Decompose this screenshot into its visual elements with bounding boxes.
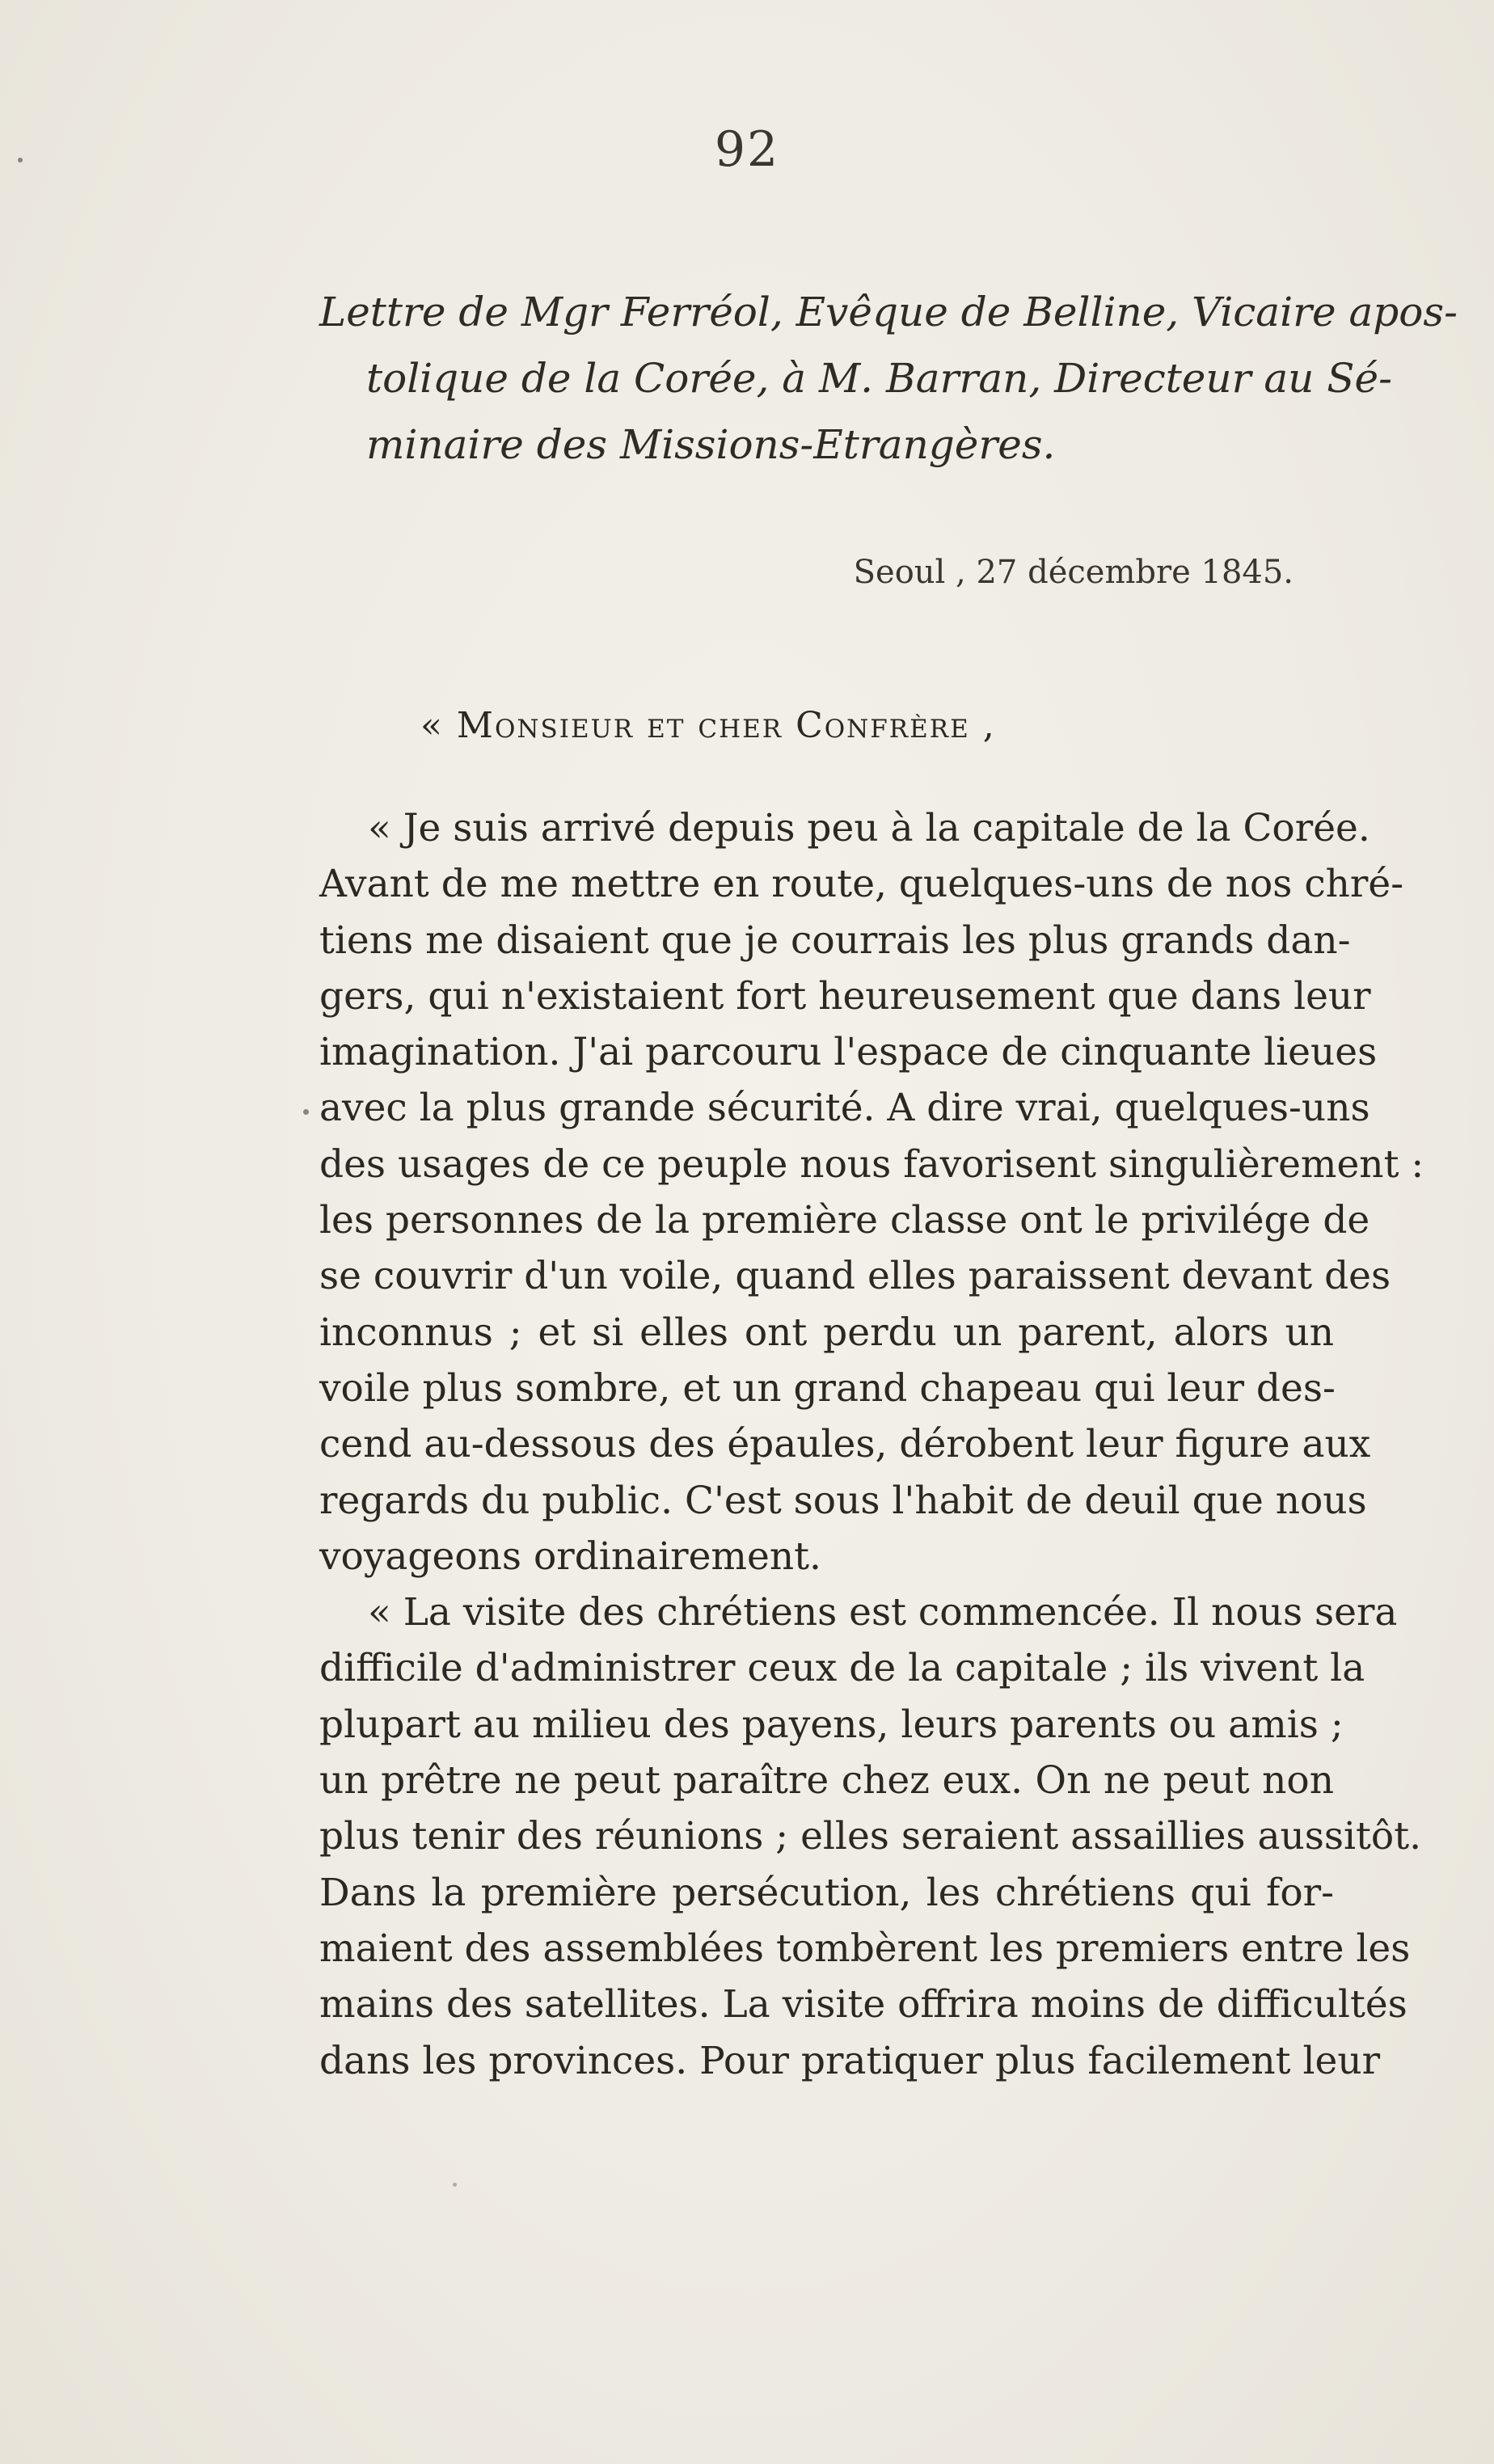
text-line: Dans la première persécution, les chrétiens qui for- [319,1870,1334,1915]
text-line: tiens me disaient que je courrais les plus grands dan- [319,918,1351,963]
dateline: Seoul , 27 décembre 1845. [853,554,1294,591]
text-line: « La visite des chrétiens est commencée. Il nous sera [368,1590,1398,1635]
letter-heading [319,279,1458,478]
text-line: voile plus sombre, et un grand chapeau qui leur des- [319,1365,1336,1411]
text-line: gers, qui n'existaient fort heureusement que dans leur [319,973,1371,1019]
text-line: un prêtre ne peut paraître chez eux. On ne peut non [319,1758,1334,1804]
text-line: des usages de ce peuple nous favorisent singulièrement : [319,1141,1424,1187]
text-line: les personnes de la première classe ont le privilége de [319,1198,1370,1243]
text-line: mains des satellites. La visite offrira moins de difficultés [319,1982,1407,2027]
text-line: imagination. J'ai parcouru l'espace de cinquante lieues [319,1030,1378,1075]
paper-speck [18,158,23,162]
text-line: regards du public. C'est sous l'habit de deuil que nous [319,1478,1367,1523]
text-line: « Je suis arrivé depuis peu à la capitale de la Corée. [368,806,1370,850]
text-line: plupart au milieu des payens, leurs parents ou amis ; [319,1702,1344,1747]
page-number: 92 [714,121,780,178]
text-line: Avant de me mettre en route, quelques-uns de nos chré- [319,862,1404,907]
paper-speck [453,2183,457,2187]
text-line: dans les provinces. Pour pratiquer plus facilement leur [319,2038,1381,2083]
text-line: difficile d'administrer ceux de la capitale ; ils vivent la [319,1646,1365,1691]
heading-line: tolique de la Corée, à M. Barran, Directeur au Sé- [366,355,1393,402]
text-line: maient des assemblées tombèrent les premiers entre les [319,1926,1411,1971]
body-text [319,800,1424,2089]
text-line: voyageons ordinairement. [319,1534,821,1579]
paper-speck [303,1109,309,1115]
text-line: avec la plus grande sécurité. A dire vrai, quelques-uns [319,1086,1370,1131]
text-line: plus tenir des réunions ; elles seraient assaillies aussitôt. [319,1814,1422,1859]
text-line: inconnus ; et si elles ont perdu un parent, alors un [319,1310,1334,1355]
heading-line: Lettre de Mgr Ferréol, Evêque de Belline, Vicaire apos- [319,289,1458,335]
salutation: « Monsieur et cher Confrère , [420,705,996,746]
heading-line: minaire des Missions-Etrangères. [366,421,1056,468]
text-line: se couvrir d'un voile, quand elles paraissent devant des [319,1254,1391,1299]
text-line: cend au-dessous des épaules, dérobent leur figure aux [319,1422,1371,1467]
